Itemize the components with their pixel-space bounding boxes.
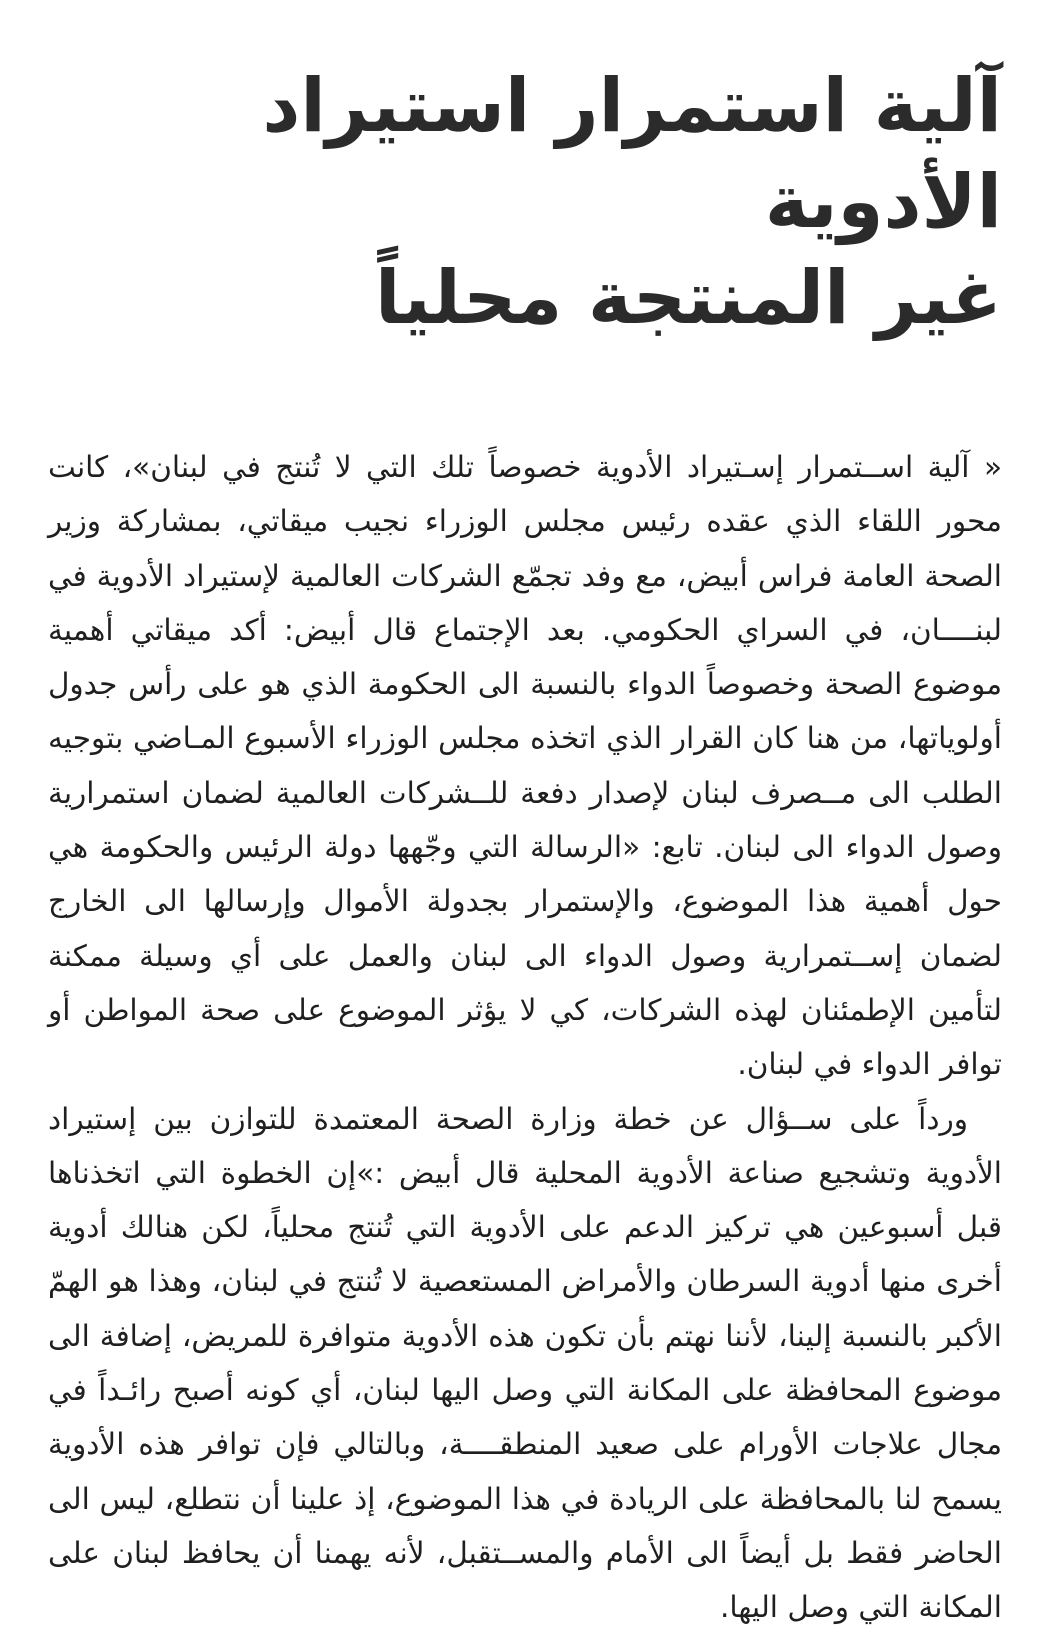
headline	[48, 58, 1002, 346]
headline-line-1: آلية استمرار استيراد الأدوية	[262, 63, 1002, 245]
article-body	[48, 440, 1002, 1635]
paragraph-2: ورداً على ســؤال عن خطة وزارة الصحة المعتمدة للتوازن بين إستيراد الأدوية وتشجيع صناعة الأدوية المحلية قال أبيض :»إن الخطوة التي اتخذناها قبل أسبوعين هي تركيز الدعم على الأدوية التي تُنتج محلياً، لكن هنالك أدوية أخرى منها أدوية السرطان والأمراض المستعصية لا تُنتج في لبنان، وهذا هو الهمّ الأكبر بالنسبة إلينا، لأننا نهتم بأن تكون هذه الأدوية متوافرة للمريض، إضافة الى موضوع المحافظة على المكانة التي وصل اليها لبنان، أي كونه أصبح رائـداً في مجال علاجات الأورام على صعيد المنطقــــة، وبالتالي فإن توافر هذه الأدوية يسمح لنا بالمحافظة على الريادة في هذا الموضوع، إذ علينا أن نتطلع، ليس الى الحاضر فقط بل أيضاً الى الأمام والمســتقبل، لأنه يهمنا أن يحافظ لبنان على المكانة التي وصل اليها.	[48, 1101, 1002, 1625]
paragraph-1: « آلية اســتمرار إسـتيراد الأدوية خصوصاً تلك التي لا تُنتج في لبنان»، كانت محور اللقاء الذي عقده رئيس مجلس الوزراء نجيب ميقاتي، بمشاركة وزير الصحة العامة فراس أبيض، مع وفد تجمّع الشركات العالمية لإستيراد الأدوية في لبنــــان، في السراي الحكومي. بعد الإجتماع قال أبيض: أكد ميقاتي أهمية موضوع الصحة وخصوصاً الدواء بالنسبة الى الحكومة الذي هو على رأس جدول أولوياتها، من هنا كان القرار الذي اتخذه مجلس الوزراء الأسبوع المـاضي بتوجيه الطلب الى مــصرف لبنان لإصدار دفعة للــشركات العالمية لضمان استمرارية وصول الدواء الى لبنان. تابع: «الرسالة التي وجّهها دولة الرئيس والحكومة هي حول أهمية هذا الموضوع، والإستمرار بجدولة الأموال وإرسالها الى الخارج لضمان إســتمرارية وصول الدواء الى لبنان والعمل على أي وسيلة ممكنة لتأمين الإطمئنان لهذه الشركات، كي لا يؤثر الموضوع على صحة المواطن أو توافر الدواء في لبنان.	[48, 450, 1002, 1082]
headline-line-2: غير المنتجة محلياً	[374, 255, 1002, 341]
